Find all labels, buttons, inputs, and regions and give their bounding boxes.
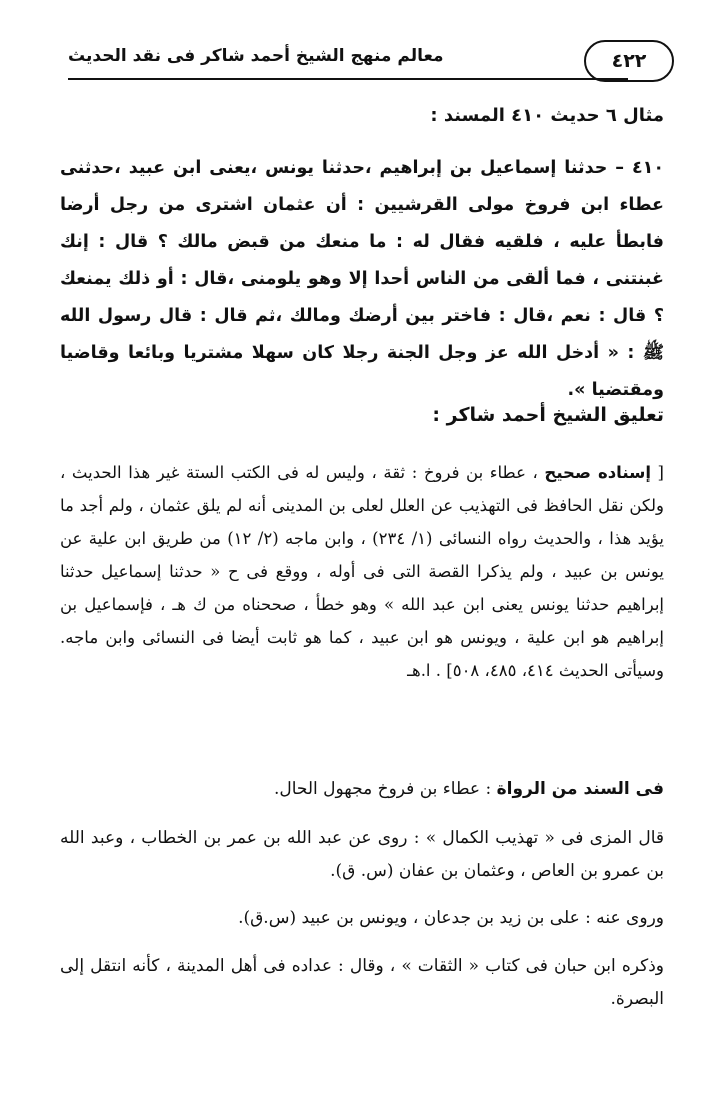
narrators-label: فى السند من الرواة <box>496 779 664 799</box>
running-title: معالم منهج الشيخ أحمد شاكر فى نقد الحديث <box>68 46 444 66</box>
commentary-heading: تعليق الشيخ أحمد شاكر : <box>432 404 664 426</box>
narrated-from-paragraph: وروى عنه : على بن زيد بن جدعان ، ويونس بن عبيد (س.ق). <box>238 908 664 928</box>
narrators-note <box>60 774 664 804</box>
commentary-body: ، عطاء بن فروخ : ثقة ، وليس له فى الكتب الستة غير هذا الحديث ، ولكن نقل الحافظ فى التهذيب عن العلل لعلى بن المدينى أنه لم يلق عثمان ، ولم أجد ما يؤيد هذا ، والحديث رواه النسائى (١/ ٢٣٤) ، وابن ماجه (٢/ ١٢) من طريق ابن علية عن يونس بن عبيد ، ولم يذكرا القصة التى فى أوله ، ووقع فى ح « حدثنا إسماعيل حدثنا إبراهيم حدثنا يونس يعنى ابن عبد الله » وهو خطأ ، صححناه من ك هـ ، فإسماعيل بن إبراهيم هو ابن علية ، ويونس هو ابن عبيد ، كما هو ثابت أيضا فى النسائى وابن ماجه. وسيأتى الحديث ٤١٤، ٤٨٥، ٥٠٨] . ا.هـ <box>60 463 664 680</box>
commentary-bracket: [ <box>650 463 664 482</box>
narrators-text: : عطاء بن فروخ مجهول الحال. <box>273 779 492 799</box>
hadith-number: ٤١٠ – <box>607 158 664 178</box>
hadith-text <box>60 150 664 409</box>
ibn-hibban-paragraph: وذكره ابن حبان فى كتاب « الثقات » ، وقال : عداده فى أهل المدينة ، كأنه انتقل إلى البصرة. <box>60 956 664 1009</box>
mizzi-paragraph: قال المزى فى « تهذيب الكمال » : روى عن عبد الله بن عمر بن الخطاب ، وعبد الله بن عمرو بن العاص ، وعثمان بن عفان (س. ق). <box>60 828 664 881</box>
commentary-verdict: إسناده صحيح <box>544 463 651 482</box>
page-header <box>40 38 694 82</box>
commentary-text <box>60 456 664 687</box>
header-rule <box>68 78 628 80</box>
example-heading: مثال ٦ حديث ٤١٠ المسند : <box>430 105 664 126</box>
hadith-body: حدثنا إسماعيل بن إبراهيم ،حدثنا يونس ،يعنى ابن عبيد ،حدثنى عطاء ابن فروخ مولى القرشيين : أن عثمان اشترى من رجل أرضا فابطأ عليه ، فلقيه فقال له : ما منعك من قبض مالك ؟ قال : إنك غبنتنى ، فما ألقى من الناس أحدا إلا وهو يلومنى ،قال : أو ذلك يمنعك ؟ قال : نعم ،قال : فاختر بين أرضك ومالك ،ثم قال : قال رسول الله ﷺ : « أدخل الله عز وجل الجنة رجلا كان سهلا مشتريا وبائعا وقاضيا ومقتضيا ». <box>60 158 664 400</box>
page-number: ٤٢٢ <box>584 40 674 82</box>
